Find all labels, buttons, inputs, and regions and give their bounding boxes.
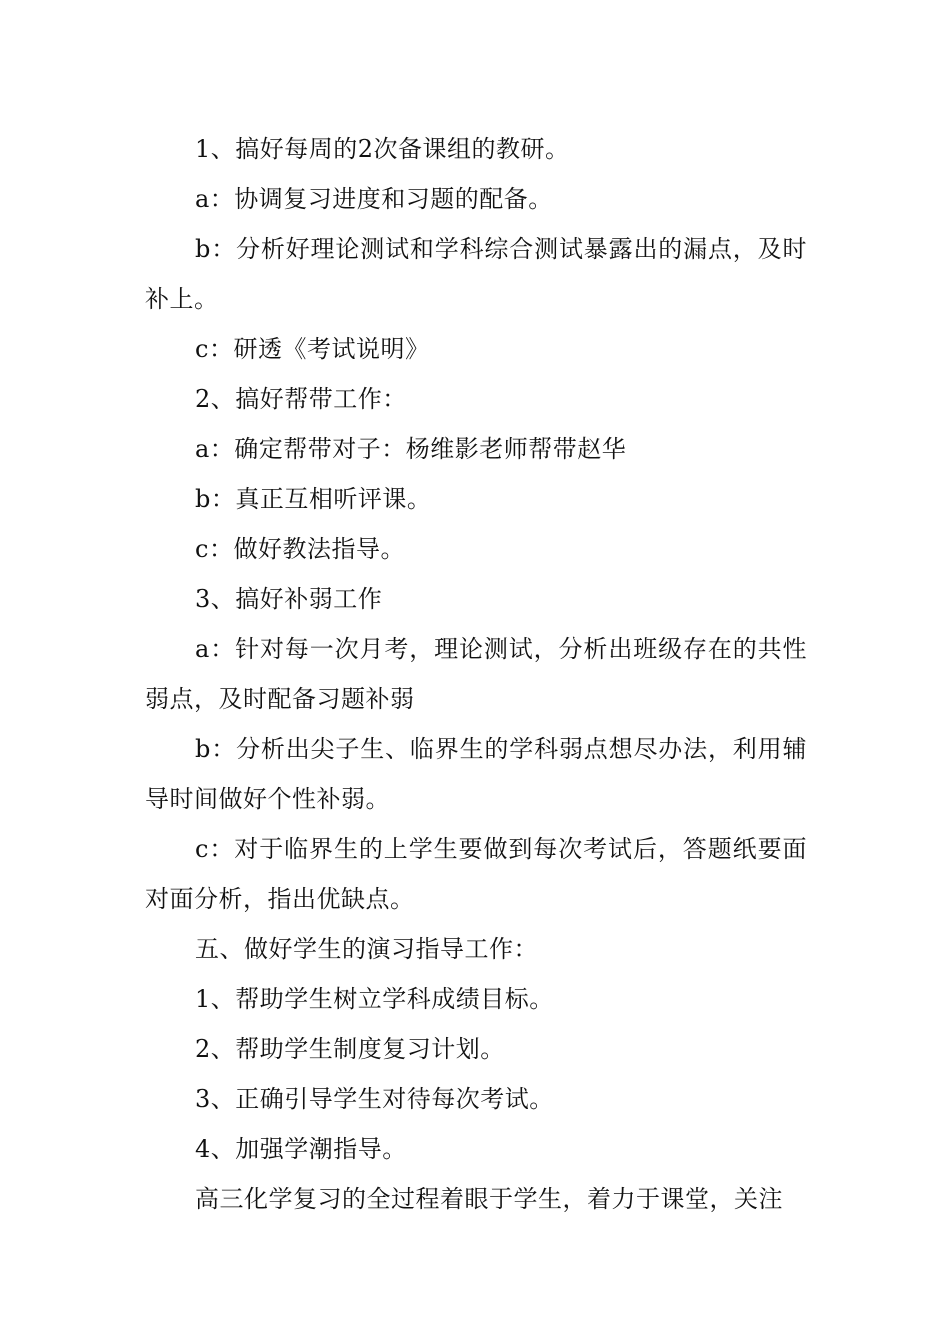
paragraph-17: 4、加强学潮指导。 xyxy=(195,1135,407,1163)
paragraph-15: 2、帮助学生制度复习计划。 xyxy=(195,1035,505,1063)
paragraph-7: b：真正互相听评课。 xyxy=(195,485,432,513)
paragraph-18: 高三化学复习的全过程着眼于学生，着力于课堂，关注 xyxy=(195,1185,783,1213)
document-body xyxy=(145,124,807,1224)
paragraph-14: 1、帮助学生树立学科成绩目标。 xyxy=(195,985,554,1013)
paragraph-13: 五、做好学生的演习指导工作： xyxy=(195,935,538,963)
paragraph-2: a：协调复习进度和习题的配备。 xyxy=(195,185,553,213)
paragraph-10: a：针对每一次月考，理论测试，分析出班级存在的共性弱点，及时配备习题补弱 xyxy=(145,635,807,713)
paragraph-12: c：对于临界生的上学生要做到每次考试后，答题纸要面对面分析，指出优缺点。 xyxy=(145,835,807,913)
paragraph-5: 2、搞好帮带工作： xyxy=(195,385,407,413)
paragraph-4: c：研透《考试说明》 xyxy=(195,335,430,363)
paragraph-9: 3、搞好补弱工作 xyxy=(195,585,383,613)
paragraph-3: b：分析好理论测试和学科综合测试暴露出的漏点，及时补上。 xyxy=(145,235,807,313)
paragraph-11: b：分析出尖子生、临界生的学科弱点想尽办法，利用辅导时间做好个性补弱。 xyxy=(145,735,807,813)
paragraph-16: 3、正确引导学生对待每次考试。 xyxy=(195,1085,554,1113)
paragraph-6: a：确定帮带对子：杨维影老师帮带赵华 xyxy=(195,435,627,463)
paragraph-1: 1、搞好每周的2次备课组的教研。 xyxy=(195,135,570,163)
paragraph-8: c：做好教法指导。 xyxy=(195,535,405,563)
